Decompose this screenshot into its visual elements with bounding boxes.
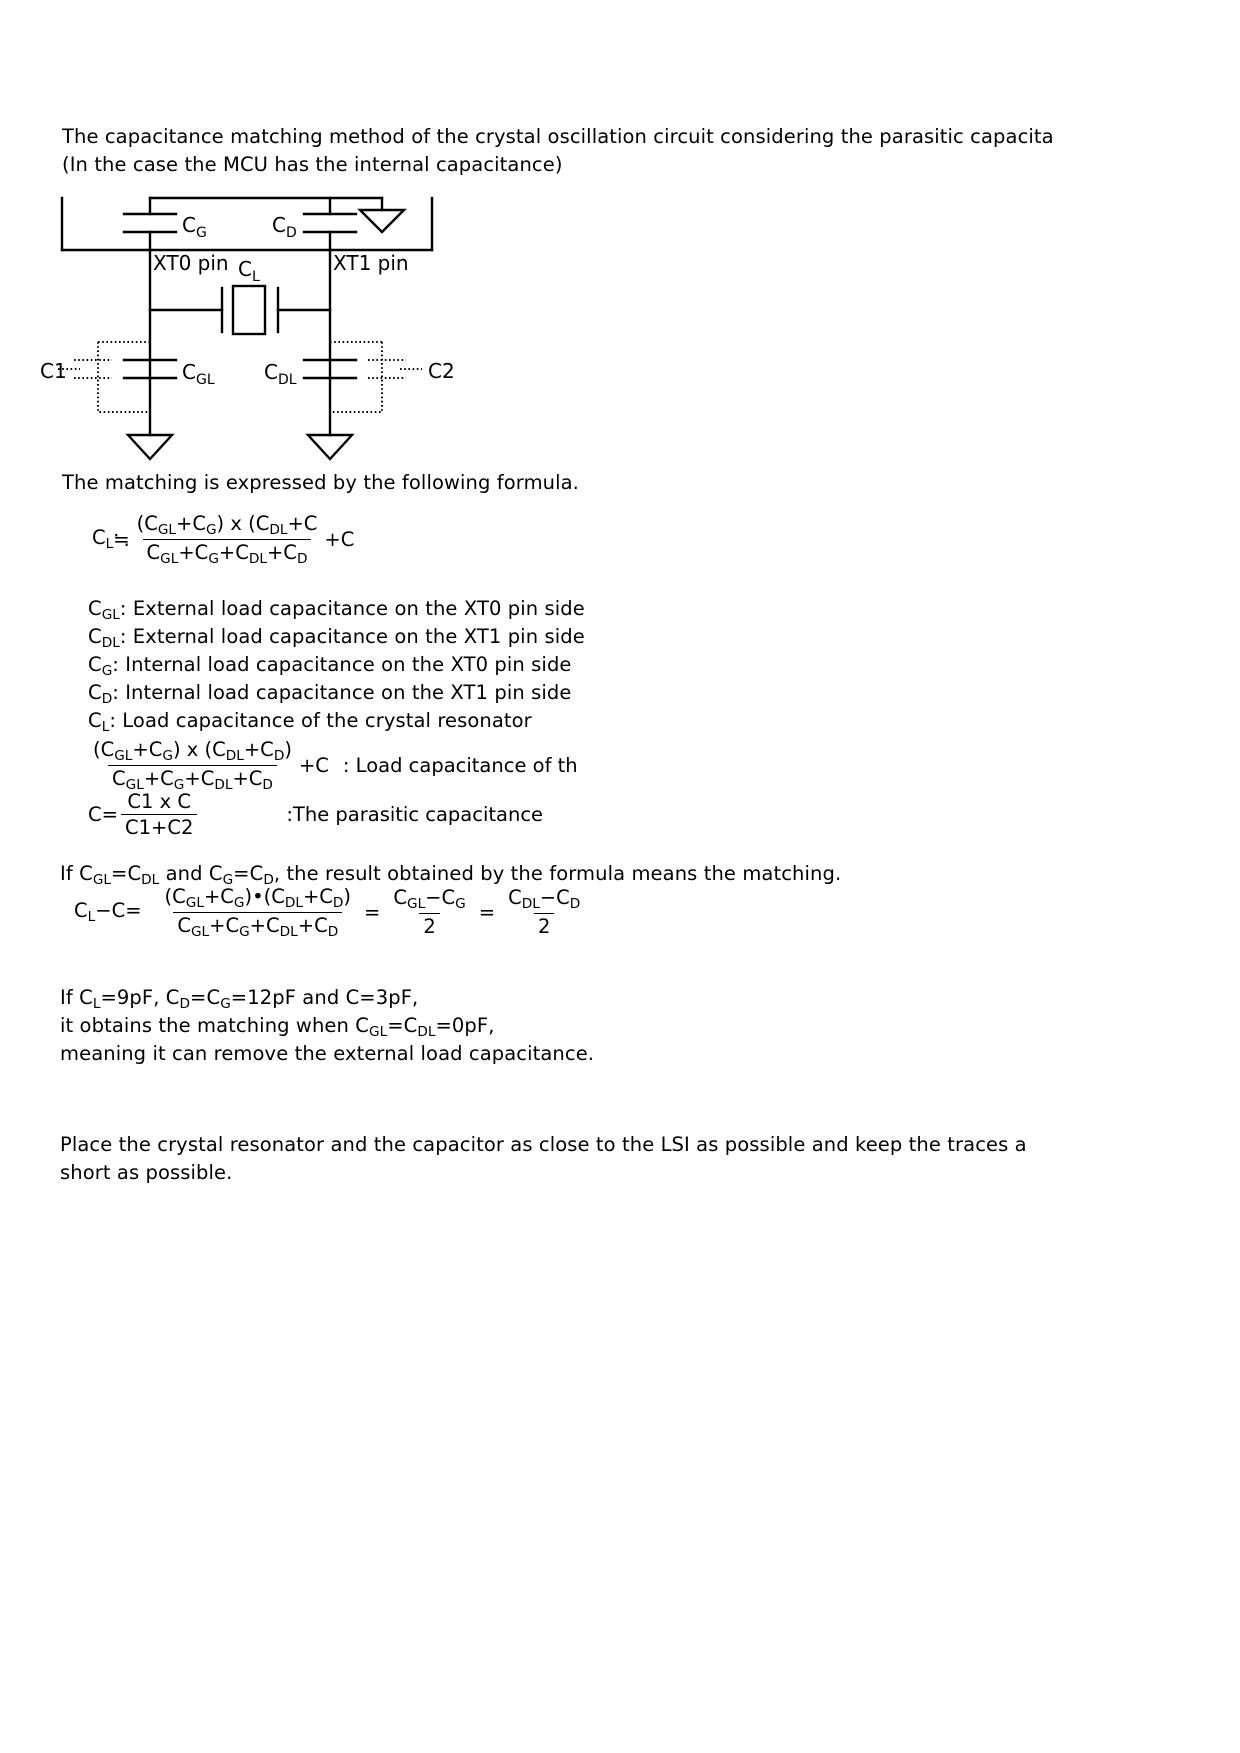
formula-main-approx-sign: ≒	[113, 527, 130, 551]
formula-parasitic-capacitance	[88, 790, 543, 839]
formula-match-fraction-1	[161, 885, 356, 940]
crystal-resonator-body	[233, 286, 265, 334]
formula-match-equals-2: =	[478, 900, 496, 924]
formula-match-equals-1: =	[364, 900, 381, 924]
formula-matching-result	[74, 885, 587, 940]
formula-parasitic-fraction	[121, 790, 197, 839]
formula-parasitic-lhs: C	[88, 803, 102, 826]
formula-match-denominator-1: $C_{GL}+C_G+C_{DL}+C_D$	[173, 912, 342, 940]
xt1-ground-triangle	[308, 435, 352, 459]
label-cdl: $C_{DL}$	[264, 360, 297, 388]
crystal-oscillator-circuit-diagram	[40, 180, 500, 470]
matching-condition-text: If $C_{GL}=C_{DL}$ and $C_G=C_D$, the result obtained by the formula means the matching.	[60, 862, 842, 888]
definition-cgl: $C_{GL}$: External load capacitance on the XT0 pin side	[88, 597, 585, 623]
placement-note-line-2: short as possible.	[60, 1161, 233, 1184]
placement-note-line-1: Place the crystal resonator and the capacitor as close to the LSI as possible and keep the traces a	[60, 1133, 1027, 1156]
definition-cd: $C_D$: Internal load capacitance on the XT1 pin side	[88, 681, 572, 707]
example-line-3: meaning it can remove the external load capacitance.	[60, 1042, 595, 1065]
formula-parasitic-label: :The parasitic capacitance	[286, 803, 544, 826]
formula-parasitic-numerator: C1 x C	[127, 790, 191, 813]
example-line-2: it obtains the matching when $C_{GL}=C_{DL}=0pF$,	[60, 1014, 495, 1040]
formula-load-denominator: $C_{GL}+C_G+C_{DL}+C_D$	[108, 765, 277, 793]
formula-main-plus-c: +C	[324, 527, 355, 551]
document-title-line-1: The capacitance matching method of the crystal oscillation circuit considering the parasitic capacita	[62, 125, 1054, 148]
formula-match-numerator-3: $C_{DL}-C_D$	[508, 886, 581, 913]
formula-match-lhs: $C_L-C=$	[74, 899, 142, 926]
formula-match-denominator-3: 2	[534, 913, 554, 938]
label-c2: C2	[428, 359, 455, 383]
formula-match-numerator-1: $(C_{GL}+C_G)•(C_{DL}+C_D)$	[164, 885, 352, 911]
label-cl: $C_L$	[238, 257, 260, 285]
formula-match-denominator-2: 2	[419, 913, 439, 938]
label-c1: C1	[40, 359, 67, 383]
formula-main-numerator: $(C_{GL}+C_G)$ x ($C_{DL}+C$	[136, 512, 318, 538]
formula-load-capacitance-definition	[86, 738, 578, 793]
formula-load-fraction	[89, 738, 296, 793]
formula-load-capacitance	[92, 512, 354, 567]
internal-ground-triangle	[360, 210, 404, 232]
formula-match-numerator-2: $C_{GL}-C_G$	[393, 886, 466, 913]
formula-match-fraction-2	[389, 886, 469, 938]
document-title-line-2: (In the case the MCU has the internal capacitance)	[62, 153, 563, 176]
xt0-ground-triangle	[128, 435, 172, 459]
matching-intro-text: The matching is expressed by the following formula.	[62, 471, 579, 494]
formula-main-fraction	[133, 512, 322, 567]
label-cg: $C_G$	[182, 213, 207, 241]
definition-cdl: $C_{DL}$: External load capacitance on the XT1 pin side	[88, 625, 585, 651]
formula-main-denominator: $C_{GL}+C_G+C_{DL}+C_D$	[143, 539, 312, 567]
definition-cg: $C_G$: Internal load capacitance on the XT0 pin side	[88, 653, 572, 679]
formula-match-fraction-3	[504, 886, 584, 938]
label-xt1-pin: XT1 pin	[333, 251, 409, 275]
formula-parasitic-denominator: C1+C2	[121, 814, 197, 839]
label-cd: $C_D$	[272, 213, 297, 241]
formula-main-lhs: $C_L$	[92, 526, 114, 553]
example-line-1: If $C_L=9pF$, $C_D=C_G=12pF$ and C=3pF,	[60, 986, 419, 1012]
label-xt0-pin: XT0 pin	[153, 251, 229, 275]
formula-load-label: : Load capacitance of th	[342, 753, 578, 777]
formula-parasitic-equals: =	[101, 803, 118, 826]
definition-cl: $C_L$: Load capacitance of the crystal resonator	[88, 709, 532, 735]
label-cgl: $C_{GL}$	[182, 360, 215, 388]
formula-load-plus-c: +C	[298, 753, 329, 777]
formula-load-numerator: $(C_{GL}+C_G)$ x $(C_{DL}+C_D)$	[93, 738, 292, 764]
